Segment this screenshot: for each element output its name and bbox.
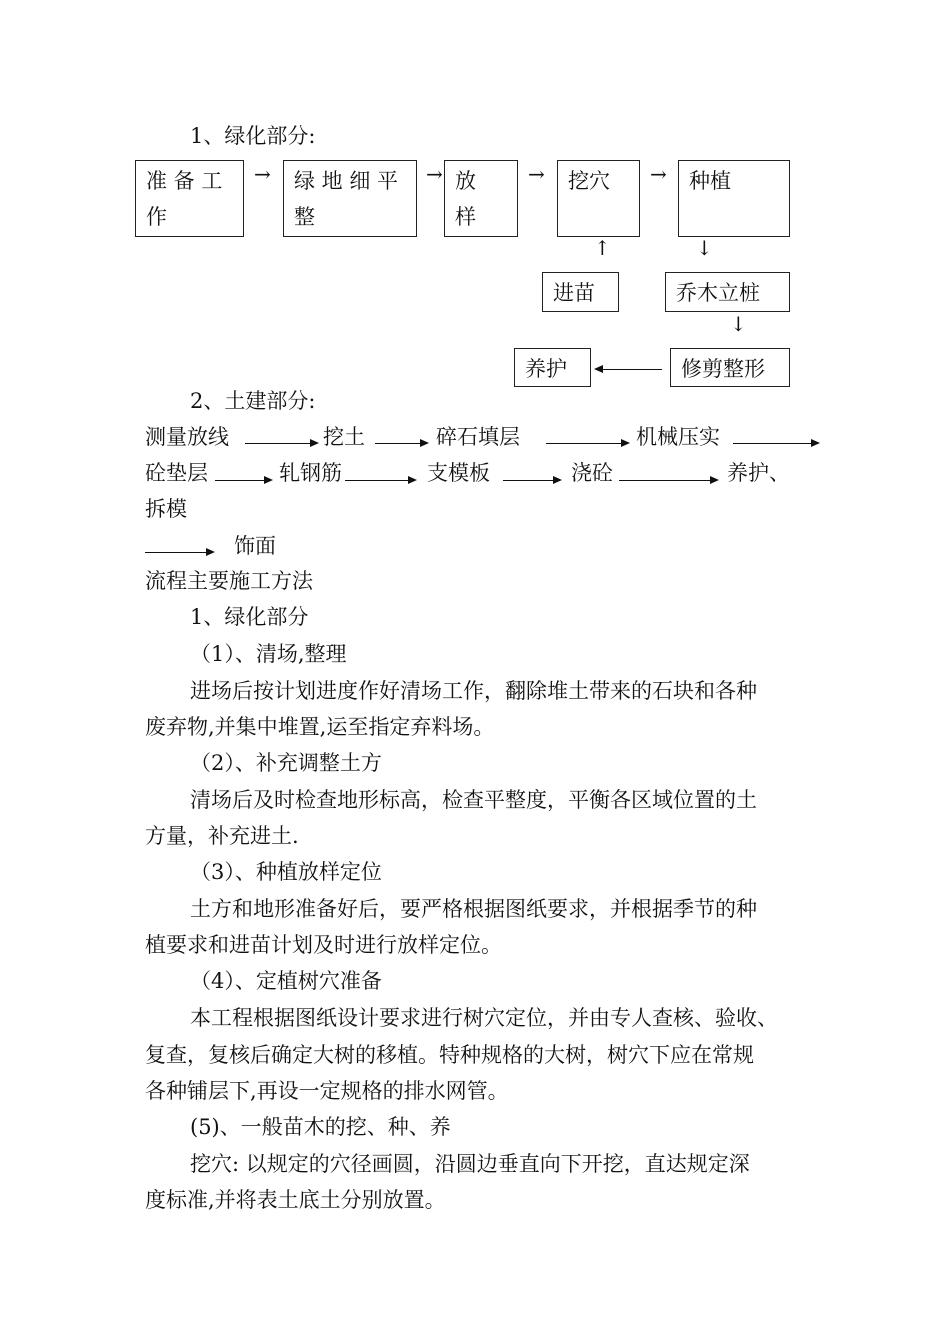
flow-box-maintenance [514,348,591,387]
paragraph-line: 度标准,并将表土底土分别放置。 [145,1188,446,1212]
item-heading: (5)、一般苗木的挖、种、养 [190,1115,451,1139]
flow-box-staking [444,160,518,237]
arrow-right-icon [375,443,427,444]
arrow-right-icon [245,443,317,444]
paragraph-line: 清场后及时检查地形标高，检查平整度，平衡各区域位置的土 [190,788,757,812]
flow-box-digging [557,160,640,237]
civil-step: 养护、 [727,461,790,485]
civil-step: 拆模 [145,497,187,521]
paragraph-line: 土方和地形准备好后，要严格根据图纸要求，并根据季节的种 [190,897,757,921]
arrow-down-icon: ↓ [730,312,747,336]
civil-step: 支模板 [427,461,490,485]
flow-box-text: 绿 地 细 平 [294,169,399,193]
arrow-right-icon: → [254,162,271,186]
flow-box-text: 乔木立桩 [676,281,760,305]
section-title-greening: 1、绿化部分: [190,124,316,148]
civil-step: 碎石填层 [436,425,520,449]
arrow-right-icon: → [426,162,443,186]
paragraph-line: 复查，复核后确定大树的移植。特种规格的大树，树穴下应在常规 [145,1043,754,1067]
item-heading: （4）、定植树穴准备 [190,969,382,993]
arrow-right-icon: → [650,162,667,186]
arrow-down-icon: ↓ [696,236,713,260]
paragraph-line: 植要求和进苗计划及时进行放样定位。 [145,933,502,957]
flow-box-seedlings [542,272,619,312]
flow-box-preparation [135,160,244,237]
item-heading: （3）、种植放样定位 [190,860,382,884]
flow-box-text: 准 备 工 [146,169,223,193]
flow-box-text: 放 [455,169,476,193]
flow-box-text: 整 [294,205,315,229]
flow-box-pruning [670,348,790,387]
civil-step: 砼垫层 [145,461,208,485]
arrow-right-icon [145,552,213,553]
item-heading: （1）、清场,整理 [190,642,347,666]
paragraph-line: 挖穴: 以规定的穴径画圆，沿圆边垂直向下开挖，直达规定深 [190,1152,750,1176]
section-title-civil: 2、土建部分: [190,389,316,413]
flow-box-text: 样 [455,205,476,229]
civil-step: 饰面 [234,534,276,558]
flow-box-planting [678,160,790,237]
civil-step: 轧钢筋 [279,461,342,485]
methods-subtitle: 1、绿化部分 [190,605,309,629]
flow-box-tree-staking [665,272,790,312]
paragraph-line: 废弃物,并集中堆置,运至指定弃料场。 [145,715,495,739]
paragraph-line: 本工程根据图纸设计要求进行树穴定位，并由专人查核、验收、 [190,1006,778,1030]
flow-box-text: 修剪整形 [681,357,765,381]
civil-step: 浇砼 [571,461,613,485]
paragraph-line: 各种铺层下,再设一定规格的排水网管。 [145,1079,509,1103]
methods-title: 流程主要施工方法 [145,569,313,593]
arrow-right-icon [215,480,271,481]
civil-step: 测量放线 [145,425,229,449]
paragraph-line: 进场后按计划进度作好清场工作，翻除堆土带来的石块和各种 [190,679,757,703]
flow-box-text: 进苗 [553,281,595,305]
flow-box-text: 种植 [689,169,731,193]
flow-box-text: 挖穴 [568,169,610,193]
paragraph-line: 方量，补充进土. [145,824,299,848]
flow-box-leveling [283,160,417,237]
arrow-right-icon: → [528,162,545,186]
arrow-right-icon [345,480,415,481]
arrow-left-icon [596,369,662,370]
arrow-right-icon [546,443,628,444]
arrow-right-icon [733,443,818,444]
civil-step: 机械压实 [636,425,720,449]
civil-step: 挖土 [323,425,365,449]
flow-box-text: 养护 [525,357,567,381]
item-heading: （2）、补充调整土方 [190,751,382,775]
arrow-up-icon: ↑ [594,236,611,260]
flow-box-text: 作 [146,205,167,229]
arrow-right-icon [503,480,560,481]
arrow-right-icon [619,480,717,481]
